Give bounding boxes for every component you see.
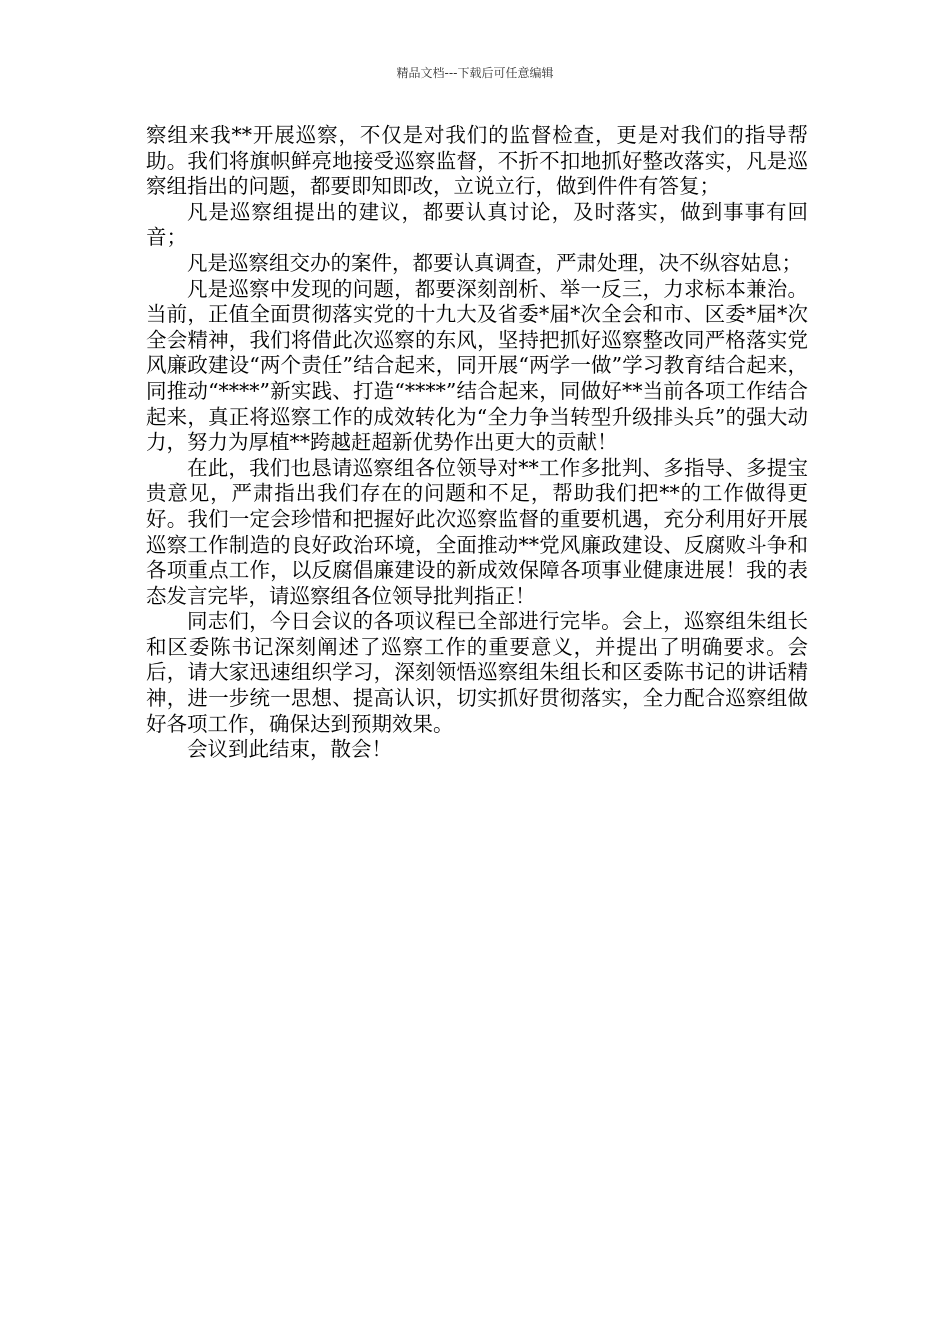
- paragraph-4: 凡是巡察中发现的问题，都要深刻剖析、举一反三，力求标本兼治。当前，正值全面贯彻落实党的十九大及省委*届*次全会和市、区委*届*次全会精神，我们将借此次巡察的东风，坚持把抓好巡察整改同严格落实党风廉政建设“两个责任”结合起来，同开展“两学一做”学习教育结合起来，同推动“****”新实践、打造“****”结合起来，同做好**当前各项工作结合起来，真正将巡察工作的成效转化为“全力争当转型升级排头兵”的强大动力，努力为厚植**跨越赶超新优势作出更大的贡献！: [146, 276, 808, 455]
- paragraph-2: 凡是巡察组提出的建议，都要认真讨论，及时落实，做到事事有回音；: [146, 199, 808, 250]
- paragraph-3: 凡是巡察组交办的案件，都要认真调查，严肃处理，决不纵容姑息；: [187, 250, 802, 275]
- paragraph-1: 察组来我**开展巡察，不仅是对我们的监督检查，更是对我们的指导帮助。我们将旗帜鲜亮地接受巡察监督，不折不扣地抓好整改落实，凡是巡察组指出的问题，都要即知即改，立说立行，做到件件有答复；: [146, 123, 808, 199]
- document-body: [146, 123, 808, 763]
- paragraph-5: 在此，我们也恳请巡察组各位领导对**工作多批判、多指导、多提宝贵意见，严肃指出我们存在的问题和不足，帮助我们把**的工作做得更好。我们一定会珍惜和把握好此次巡察监督的重要机遇，充分利用好开展巡察工作制造的良好政治环境，全面推动**党风廉政建设、反腐败斗争和各项重点工作，以反腐倡廉建设的新成效保障各项事业健康进展！我的表态发言完毕，请巡察组各位领导批判指正！: [146, 455, 808, 608]
- paragraph-6: 同志们，今日会议的各项议程已全部进行完毕。会上，巡察组朱组长和区委陈书记深刻阐述了巡察工作的重要意义，并提出了明确要求。会后，请大家迅速组织学习，深刻领悟巡察组朱组长和区委陈书记的讲话精神，进一步统一思想、提高认识，切实抓好贯彻落实，全力配合巡察组做好各项工作，确保达到预期效果。: [146, 609, 808, 736]
- page-header: 精品文档---下载后可任意编辑: [396, 66, 554, 80]
- paragraph-7: 会议到此结束，散会！: [187, 737, 392, 762]
